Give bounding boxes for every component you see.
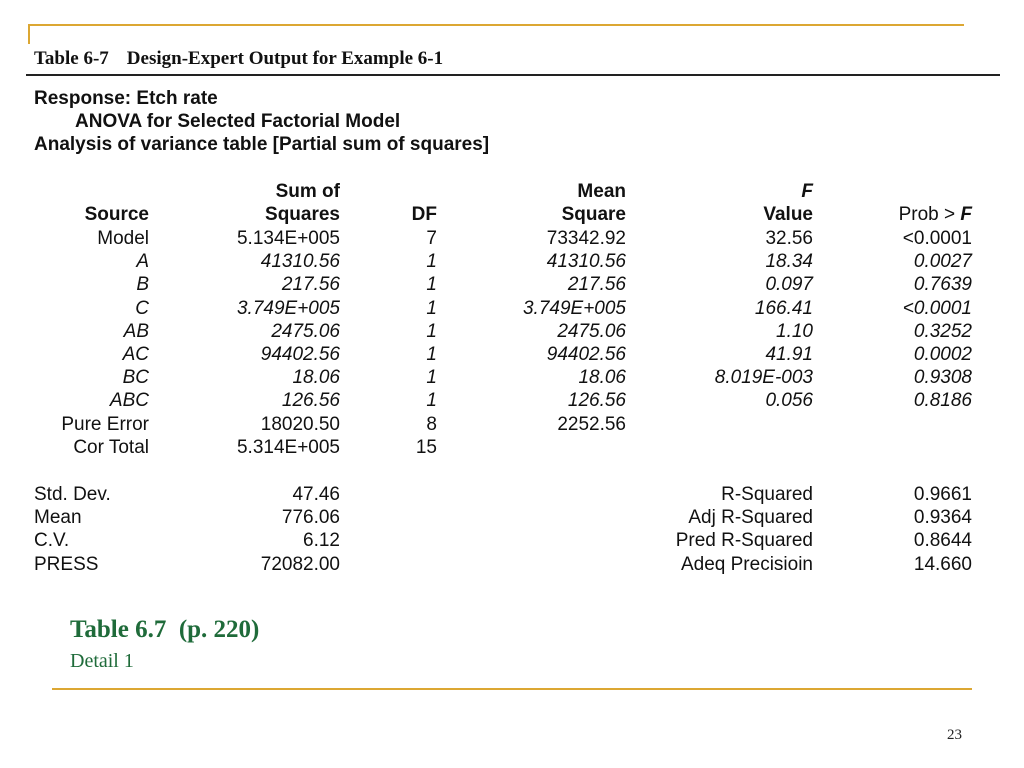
bottom-accent-line (52, 688, 972, 690)
cell-df: 8 (426, 413, 437, 435)
cell-prob-f: 0.9308 (913, 367, 972, 389)
cell-prob-f: 0.0027 (913, 251, 972, 273)
cell-df: 1 (426, 344, 437, 365)
cell-df: 15 (415, 436, 437, 458)
caption-title: Design-Expert Output for Example 6-1 (126, 48, 444, 69)
stat-label-2: Adeq Precisioin (680, 553, 813, 575)
stat-label-2: Pred R-Squared (675, 530, 813, 552)
cell-f-value: 8.019E-003 (714, 367, 813, 389)
col-header-ms-1: Mean (577, 181, 626, 202)
cell-mean-square: 41310.56 (546, 251, 626, 273)
cell-source: AC (122, 344, 149, 365)
col-header-ss-1: Sum of (275, 181, 340, 202)
cell-df: 1 (426, 320, 437, 342)
cell-mean-square: 2475.06 (557, 320, 626, 342)
stat-label-2: R-Squared (721, 484, 813, 505)
stat-label: PRESS (34, 553, 99, 575)
cell-mean-square: 94402.56 (546, 344, 626, 365)
cell-f-value: 0.056 (765, 390, 813, 412)
stat-value-2: 0.8644 (913, 530, 972, 552)
cell-f-value: 32.56 (765, 228, 813, 249)
cell-prob-f: 0.8186 (913, 390, 972, 412)
cell-df: 1 (426, 251, 437, 273)
col-header-prob-var: F (960, 204, 972, 225)
stat-value-2: 0.9661 (913, 484, 972, 505)
cell-df: 1 (426, 297, 437, 319)
stat-value-2: 0.9364 (913, 507, 972, 529)
cell-source: ABC (109, 390, 149, 412)
cell-mean-square: 217.56 (567, 274, 626, 296)
cell-sum-squares: 41310.56 (260, 251, 340, 273)
cell-prob-f: 0.7639 (913, 274, 972, 296)
cell-f-value: 41.91 (765, 344, 813, 365)
analysis-heading: Analysis of variance table [Partial sum of squares] (34, 134, 490, 155)
stat-label-2: Adj R-Squared (688, 507, 813, 529)
cell-df: 1 (426, 367, 437, 389)
col-header-source: Source (84, 204, 149, 225)
col-header-prob (899, 203, 972, 226)
top-accent-line (28, 24, 964, 26)
stat-value: 47.46 (292, 484, 340, 505)
cell-f-value: 18.34 (765, 251, 813, 273)
cell-sum-squares: 2475.06 (271, 320, 340, 342)
top-accent-tick (28, 24, 30, 44)
cell-sum-squares: 94402.56 (260, 344, 340, 365)
cell-sum-squares: 18020.50 (260, 413, 340, 435)
cell-f-value: 1.10 (776, 320, 813, 342)
cell-mean-square: 126.56 (567, 390, 626, 412)
cell-source: BC (122, 367, 149, 389)
cell-sum-squares: 18.06 (292, 367, 340, 389)
cell-prob-f: 0.3252 (913, 320, 972, 342)
col-header-prob-prefix: Prob > (898, 204, 961, 225)
cell-sum-squares: 3.749E+005 (236, 297, 340, 319)
cell-sum-squares: 126.56 (281, 390, 340, 412)
cell-source: Cor Total (73, 436, 149, 458)
cell-sum-squares: 5.314E+005 (236, 436, 340, 458)
cell-prob-f: 0.0002 (913, 344, 972, 365)
response-heading: Response: Etch rate (34, 88, 218, 109)
anova-heading: ANOVA for Selected Factorial Model (75, 111, 401, 132)
header-rule (26, 74, 1000, 76)
cell-prob-f: <0.0001 (902, 297, 972, 319)
cell-df: 1 (426, 274, 437, 296)
col-header-df: DF (411, 204, 437, 225)
table-caption (34, 48, 443, 70)
footer-subtitle: Detail 1 (70, 650, 134, 672)
cell-source: AB (123, 320, 149, 342)
cell-sum-squares: 217.56 (281, 274, 340, 296)
stat-value-2: 14.660 (913, 553, 972, 575)
cell-source: C (135, 297, 149, 319)
col-header-f-2: Value (763, 204, 813, 225)
col-header-ss-2: Squares (265, 204, 340, 225)
cell-source: A (136, 251, 149, 273)
cell-mean-square: 18.06 (578, 367, 626, 389)
stat-value: 72082.00 (260, 553, 340, 575)
stat-label: Mean (34, 507, 82, 529)
cell-df: 1 (426, 390, 437, 412)
stat-label: Std. Dev. (34, 484, 111, 505)
cell-source: B (136, 274, 149, 296)
cell-source: Pure Error (61, 413, 149, 435)
col-header-ms-2: Square (561, 204, 626, 225)
stat-value: 6.12 (303, 530, 340, 552)
cell-df: 7 (426, 228, 437, 249)
stat-label: C.V. (34, 530, 70, 552)
page-number: 23 (947, 727, 962, 743)
footer-title: Table 6.7 (p. 220) (70, 616, 260, 643)
cell-prob-f: <0.0001 (902, 228, 972, 249)
cell-mean-square: 3.749E+005 (522, 297, 626, 319)
stat-value: 776.06 (281, 507, 340, 529)
cell-f-value: 166.41 (754, 297, 813, 319)
col-header-f-1: F (801, 181, 813, 202)
cell-source: Model (97, 228, 149, 249)
cell-sum-squares: 5.134E+005 (236, 228, 340, 249)
cell-mean-square: 73342.92 (546, 228, 626, 249)
caption-label: Table 6-7 (34, 48, 109, 69)
cell-mean-square: 2252.56 (557, 413, 626, 435)
cell-f-value: 0.097 (765, 274, 813, 296)
